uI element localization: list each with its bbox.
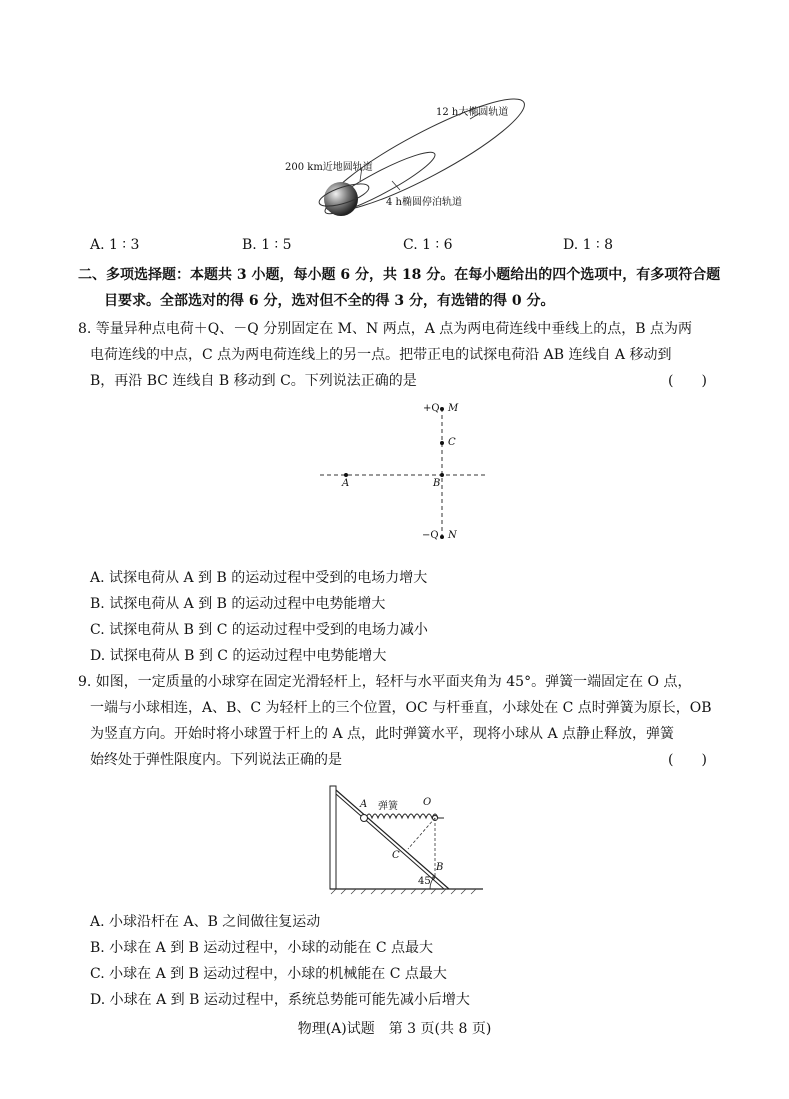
q9-stem-line2: 一端与小球相连，A、B、C 为轻杆上的三个位置，OC 与杆垂直，小球处在 C 点时弹簧为原长，OB	[90, 700, 712, 716]
section-2-heading-line1: 二、多项选择题：本题共 3 小题，每小题 6 分，共 18 分。在每小题给出的四个选项中，有多项符合题	[78, 267, 721, 283]
point-n	[440, 535, 444, 539]
page-footer: 物理(A)试题 第 3 页(共 8 页)	[297, 1021, 492, 1037]
fig-label-a: A	[360, 799, 368, 810]
fig-label-b: B	[436, 862, 444, 873]
q8-stem-line2: 电荷连线的中点，C 点为两电荷连线上的另一点。把带正电的试探电荷沿 AB 连线自 A 移动到	[90, 347, 672, 363]
q9-option-d: D. 小球在 A 到 B 运动过程中，系统总势能可能先减小后增大	[90, 992, 470, 1008]
q8-charge-figure	[320, 398, 490, 548]
section-2-heading-line2: 目要求。全部选对的得 6 分，选对但不全的得 3 分，有选错的得 0 分。	[104, 293, 555, 309]
fig-label-spring: 弹簧	[378, 801, 398, 812]
label-b: B	[433, 478, 441, 489]
ball	[361, 815, 368, 822]
q8-stem-line3: B，再沿 BC 连线自 B 移动到 C。下列说法正确的是	[90, 373, 417, 389]
vertical-wall	[330, 786, 336, 889]
q9-spring-figure	[318, 780, 493, 895]
label-m: M	[448, 403, 459, 414]
orbit-label-200km: 200 km近地圆轨道	[285, 162, 373, 173]
label-a: A	[342, 478, 350, 489]
q8-option-a: A. 试探电荷从 A 到 B 的运动过程中受到的电场力增大	[90, 570, 428, 586]
point-c	[440, 441, 444, 445]
q9-option-b: B. 小球在 A 到 B 运动过程中，小球的动能在 C 点最大	[90, 940, 433, 956]
orbit-label-12h: 12 h大椭圆轨道	[436, 107, 509, 118]
orbit-label-4h: 4 h椭圆停泊轨道	[386, 197, 462, 208]
q9-stem-line1: 9. 如图，一定质量的小球穿在固定光滑轻杆上，轻杆与水平面夹角为 45°。弹簧一端固定在 O 点，	[78, 674, 692, 690]
q8-answer-paren: ( )	[668, 373, 707, 389]
q8-option-c: C. 试探电荷从 B 到 C 的运动过程中受到的电场力减小	[90, 622, 428, 638]
q7-option-c: C. 1 ∶ 6	[403, 237, 453, 253]
q7-option-a: A. 1 ∶ 3	[90, 237, 140, 253]
fig-label-angle: 45°	[418, 876, 436, 887]
label-c: C	[448, 437, 456, 448]
q8-stem-line1: 8. 等量异种点电荷＋Q、－Q 分别固定在 M、N 两点，A 点为两电荷连线中垂线上的点，B 点为两	[78, 321, 692, 337]
q9-stem-line3: 为竖直方向。开始时将小球置于杆上的 A 点，此时弹簧水平，现将小球从 A 点静止释放，弹簧	[90, 726, 675, 742]
q9-answer-paren: ( )	[668, 752, 707, 768]
q8-option-d: D. 试探电荷从 B 到 C 的运动过程中电势能增大	[90, 648, 387, 664]
point-a	[344, 473, 348, 477]
fig-label-o: O	[423, 797, 432, 808]
point-b	[440, 473, 444, 477]
q8-option-b: B. 试探电荷从 A 到 B 的运动过程中电势能增大	[90, 596, 386, 612]
q7-option-b: B. 1 ∶ 5	[242, 237, 292, 253]
fig-label-c: C	[392, 850, 400, 861]
q9-option-a: A. 小球沿杆在 A、B 之间做往复运动	[90, 914, 321, 930]
point-m	[440, 407, 444, 411]
label-plus-q: +Q	[423, 403, 440, 414]
q9-stem-line4: 始终处于弹性限度内。下列说法正确的是	[90, 752, 342, 768]
label-n: N	[448, 530, 457, 541]
q7-option-d: D. 1 ∶ 8	[563, 237, 613, 253]
label-minus-q: −Q	[422, 530, 439, 541]
q9-option-c: C. 小球在 A 到 B 运动过程中，小球的机械能在 C 点最大	[90, 966, 447, 982]
